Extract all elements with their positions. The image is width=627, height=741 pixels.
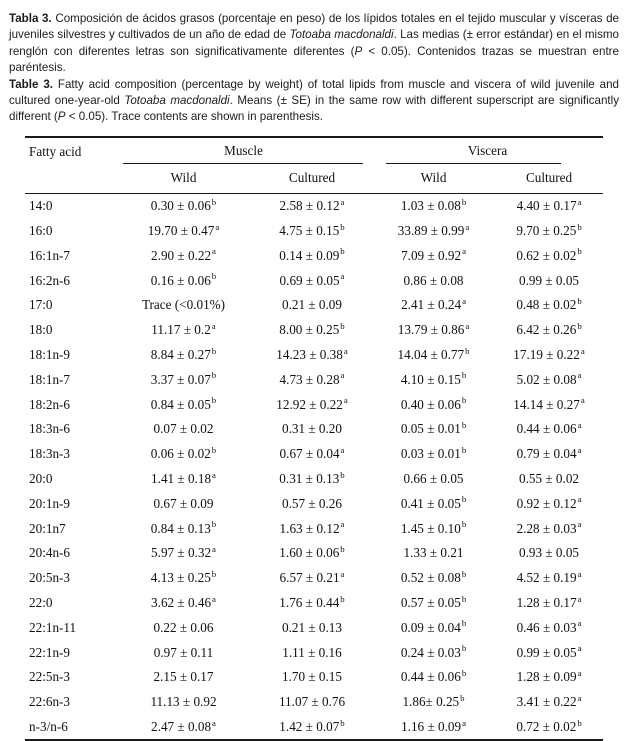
table-row bbox=[25, 193, 603, 218]
table-body bbox=[25, 193, 603, 740]
caption-segment: < 0.05). Trace contents are shown in parenthesis. bbox=[65, 110, 323, 124]
significance-superscript: b bbox=[461, 519, 467, 530]
value-cell: 1.11 ± 0.16 bbox=[282, 644, 342, 660]
value-cell: Trace (<0.01%) bbox=[141, 297, 226, 313]
significance-superscript: b bbox=[460, 692, 465, 703]
value-cell: 1.70 ± 0.15 bbox=[282, 669, 342, 685]
fatty-acid-label: 20:0 bbox=[29, 471, 53, 486]
significance-superscript: a bbox=[462, 246, 466, 257]
table-row bbox=[25, 665, 603, 690]
significance-superscript: b bbox=[461, 593, 467, 604]
column-header-viscera-cultured: Cultured bbox=[495, 164, 603, 194]
significance-superscript: a bbox=[577, 370, 582, 381]
caption-italic-segment: Totoaba macdonaldi bbox=[124, 94, 230, 108]
fatty-acid-label: 20:5n-3 bbox=[29, 570, 71, 586]
value-cell: 14.23 ± 0.38$^a$ bbox=[276, 345, 348, 363]
significance-superscript: b bbox=[577, 320, 582, 331]
value-cell: 0.93 ± 0.05 bbox=[519, 545, 580, 561]
fatty-acid-label: 20:1n7 bbox=[29, 520, 66, 536]
fatty-acid-label: 22:1n-9 bbox=[29, 644, 71, 660]
significance-superscript: a bbox=[577, 692, 582, 703]
table-row bbox=[25, 268, 603, 293]
value-cell: 2.90 ± 0.22$^a$ bbox=[151, 246, 216, 263]
value-cell: 3.37 ± 0.07$^b$ bbox=[150, 370, 217, 387]
table-row bbox=[25, 541, 603, 566]
significance-superscript: a bbox=[212, 717, 216, 728]
value-cell: 0.40 ± 0.06$^b$ bbox=[400, 395, 467, 412]
value-cell: 0.31 ± 0.13$^b$ bbox=[279, 469, 345, 486]
value-cell: 14.14 ± 0.27$^a$ bbox=[513, 395, 585, 412]
value-cell: 0.67 ± 0.04$^a$ bbox=[279, 444, 345, 462]
fatty-acid-label: 16:0 bbox=[29, 223, 53, 239]
significance-superscript: a bbox=[340, 370, 345, 381]
value-cell: 0.06 ± 0.02$^b$ bbox=[150, 444, 217, 462]
fatty-acid-label: n-3/n-6 bbox=[29, 718, 68, 734]
fatty-acid-label: 14:0 bbox=[29, 198, 53, 214]
value-cell: 0.72 ± 0.02$^b$ bbox=[516, 717, 582, 734]
value-cell: 1.63 ± 0.12$^a$ bbox=[279, 519, 345, 536]
table-row bbox=[25, 392, 603, 417]
value-cell: 4.52 ± 0.19$^a$ bbox=[516, 568, 582, 586]
significance-superscript: a bbox=[577, 420, 582, 431]
significance-superscript: a bbox=[212, 544, 216, 554]
significance-superscript: b bbox=[211, 345, 217, 356]
value-cell: 4.13 ± 0.25$^b$ bbox=[150, 568, 217, 586]
table-row bbox=[25, 690, 603, 715]
significance-superscript: b bbox=[461, 420, 467, 431]
significance-superscript: b bbox=[461, 667, 467, 678]
value-cell: 19.70 ± 0.47$^a$ bbox=[147, 221, 220, 239]
significance-superscript: a bbox=[212, 246, 216, 257]
value-cell: 1.28 ± 0.09$^a$ bbox=[516, 667, 582, 685]
table-row bbox=[25, 442, 603, 467]
value-cell: 6.57 ± 0.21$^a$ bbox=[279, 568, 345, 586]
significance-superscript: b bbox=[340, 221, 345, 232]
caption-segment: . Las medias (± error estándar) en el mismo renglón con diferentes letras son significativamente diferentes ( bbox=[9, 28, 619, 58]
significance-superscript: a bbox=[577, 568, 582, 579]
value-cell: 11.13 ± 0.92 bbox=[150, 694, 217, 710]
significance-superscript: b bbox=[340, 320, 345, 331]
caption-segment: Composición de ácidos grasos (porcentaje en peso) de los lípidos totales en el tejido muscular y vísceras de juveniles silvestres y cultivados de un año de edad de bbox=[9, 12, 620, 42]
value-cell: 0.55 ± 0.02 bbox=[519, 471, 580, 486]
significance-superscript: b bbox=[211, 196, 217, 207]
fatty-acid-label: 22:6n-3 bbox=[29, 694, 71, 710]
value-cell: 7.09 ± 0.92$^a$ bbox=[401, 246, 466, 263]
significance-superscript: b bbox=[340, 544, 345, 554]
group-header-row bbox=[25, 137, 603, 164]
significance-superscript: a bbox=[340, 444, 345, 455]
value-cell: 0.24 ± 0.03$^b$ bbox=[400, 643, 467, 660]
column-header-viscera-wild: Wild bbox=[372, 164, 495, 194]
value-cell: 0.67 ± 0.09 bbox=[153, 495, 214, 511]
significance-superscript: b bbox=[577, 221, 582, 232]
fatty-acid-label: 20:4n-6 bbox=[29, 545, 71, 561]
value-cell: 11.07 ± 0.76 bbox=[278, 694, 346, 710]
value-cell: 0.57 ± 0.26 bbox=[282, 495, 342, 511]
significance-superscript: b bbox=[577, 296, 582, 307]
value-cell: 13.79 ± 0.86$^a$ bbox=[397, 320, 470, 338]
fatty-acid-label: 18:2n-6 bbox=[29, 396, 71, 412]
fatty-acid-label: 18:1n-7 bbox=[29, 371, 71, 387]
value-cell: 1.42 ± 0.07$^b$ bbox=[279, 717, 345, 734]
caption-segment: Tabla 3. bbox=[9, 12, 52, 25]
caption-italic-segment: P bbox=[354, 44, 363, 58]
value-cell: 5.97 ± 0.32$^a$ bbox=[151, 544, 216, 561]
value-cell: 3.41 ± 0.22$^a$ bbox=[516, 692, 582, 710]
fatty-acid-label: 18:3n-3 bbox=[29, 446, 71, 462]
fatty-acid-label: 16:1n-7 bbox=[29, 247, 71, 263]
value-cell: 0.57 ± 0.05$^b$ bbox=[400, 593, 467, 610]
significance-superscript: a bbox=[340, 568, 345, 579]
value-cell: 11.17 ± 0.2$^a$ bbox=[151, 320, 216, 338]
value-cell: 2.28 ± 0.03$^a$ bbox=[516, 519, 582, 536]
table-row bbox=[25, 516, 603, 541]
value-cell: 4.10 ± 0.15$^b$ bbox=[400, 370, 467, 387]
value-cell: 0.79 ± 0.04$^a$ bbox=[516, 444, 582, 462]
significance-superscript: b bbox=[211, 370, 217, 381]
significance-superscript: b bbox=[340, 717, 345, 728]
significance-superscript: b bbox=[211, 519, 217, 530]
significance-superscript: a bbox=[211, 320, 216, 331]
caption-spanish bbox=[9, 11, 619, 77]
value-cell: 0.07 ± 0.02 bbox=[153, 421, 214, 437]
value-cell: 17.19 ± 0.22$^a$ bbox=[513, 345, 585, 363]
group-label-muscle: Muscle bbox=[224, 142, 263, 158]
value-cell: 0.99 ± 0.05 bbox=[519, 272, 580, 288]
significance-superscript: a bbox=[577, 444, 582, 455]
fatty-acid-label: 16:2n-6 bbox=[29, 272, 71, 288]
significance-superscript: a bbox=[343, 395, 348, 406]
value-cell: 4.75 ± 0.15$^b$ bbox=[279, 221, 345, 239]
significance-superscript: a bbox=[212, 469, 216, 480]
significance-superscript: b bbox=[461, 196, 467, 207]
significance-superscript: a bbox=[465, 320, 470, 331]
fatty-acid-label: 18:1n-9 bbox=[29, 347, 71, 363]
value-cell: 33.89 ± 0.99$^a$ bbox=[397, 221, 470, 239]
significance-superscript: b bbox=[461, 568, 467, 579]
significance-superscript: b bbox=[461, 395, 467, 406]
table-row bbox=[25, 293, 603, 318]
table-row bbox=[25, 615, 603, 640]
value-cell: 2.47 ± 0.08$^a$ bbox=[151, 717, 216, 734]
significance-superscript: b bbox=[461, 618, 467, 629]
caption-italic-segment: Totoaba macdonaldi bbox=[289, 28, 394, 42]
group-label-viscera: Viscera bbox=[467, 142, 508, 158]
value-cell: 0.84 ± 0.05$^b$ bbox=[150, 395, 217, 412]
significance-superscript: b bbox=[461, 494, 467, 505]
caption-segment: Fatty acid composition (percentage by weight) of total lipids from muscle and viscera of wild juvenile and cultured one-year-old bbox=[9, 77, 620, 108]
significance-superscript: a bbox=[340, 196, 345, 207]
fatty-acid-label: 22:0 bbox=[29, 594, 53, 610]
significance-superscript: a bbox=[577, 667, 582, 678]
value-cell: 0.14 ± 0.09$^b$ bbox=[279, 246, 345, 263]
table-row bbox=[25, 640, 603, 665]
value-cell: 0.21 ± 0.09 bbox=[282, 297, 342, 313]
value-cell: 0.84 ± 0.13$^b$ bbox=[150, 519, 217, 536]
significance-superscript: a bbox=[580, 345, 585, 356]
caption-english bbox=[9, 77, 619, 126]
significance-superscript: b bbox=[465, 345, 470, 356]
value-cell: 2.58 ± 0.12$^a$ bbox=[279, 196, 345, 214]
value-cell: 9.70 ± 0.25$^b$ bbox=[516, 221, 582, 239]
value-cell: 0.66 ± 0.05 bbox=[403, 471, 464, 486]
significance-superscript: b bbox=[211, 444, 217, 455]
value-cell: 8.84 ± 0.27$^b$ bbox=[150, 345, 217, 363]
significance-superscript: a bbox=[580, 395, 585, 406]
value-cell: 0.05 ± 0.01$^b$ bbox=[400, 420, 467, 437]
table-row bbox=[25, 715, 603, 741]
significance-superscript: b bbox=[211, 568, 217, 579]
value-cell: 0.44 ± 0.06$^a$ bbox=[516, 420, 582, 437]
value-cell: 0.92 ± 0.12$^a$ bbox=[516, 494, 582, 511]
fatty-acid-label: 22:1n-11 bbox=[29, 619, 77, 635]
value-cell: 12.92 ± 0.22$^a$ bbox=[276, 395, 348, 412]
group-header-viscera bbox=[372, 137, 603, 164]
value-cell: 6.42 ± 0.26$^b$ bbox=[516, 320, 582, 338]
table-row bbox=[25, 491, 603, 516]
significance-superscript: a bbox=[340, 271, 345, 282]
value-cell: 4.40 ± 0.17$^a$ bbox=[516, 196, 582, 214]
table-header bbox=[25, 137, 603, 194]
value-cell: 0.99 ± 0.05$^a$ bbox=[516, 643, 582, 660]
fatty-acid-table bbox=[25, 136, 603, 741]
value-cell: 1.60 ± 0.06$^b$ bbox=[279, 544, 345, 561]
significance-superscript: a bbox=[462, 717, 466, 728]
value-cell: 0.69 ± 0.05$^a$ bbox=[279, 271, 345, 288]
value-cell: 0.09 ± 0.04$^b$ bbox=[400, 618, 467, 635]
table-row bbox=[25, 243, 603, 268]
value-cell: 2.41 ± 0.24$^a$ bbox=[401, 296, 466, 313]
significance-superscript: b bbox=[577, 717, 582, 728]
value-cell: 1.28 ± 0.17$^a$ bbox=[516, 593, 582, 610]
value-cell: 3.62 ± 0.46$^a$ bbox=[151, 593, 216, 610]
value-cell: 2.15 ± 0.17 bbox=[153, 669, 214, 685]
significance-superscript: a bbox=[577, 519, 582, 530]
significance-superscript: a bbox=[577, 494, 582, 505]
value-cell: 0.30 ± 0.06$^b$ bbox=[150, 196, 217, 214]
value-cell: 0.03 ± 0.01$^b$ bbox=[400, 444, 467, 462]
value-cell: 8.00 ± 0.25$^b$ bbox=[279, 320, 345, 338]
caption-segment: . Means (± SE) in the same row with different superscript are significantly different ( bbox=[9, 94, 620, 124]
value-cell: 1.33 ± 0.21 bbox=[403, 545, 464, 561]
significance-superscript: b bbox=[340, 246, 345, 257]
table-row bbox=[25, 343, 603, 368]
significance-superscript: a bbox=[343, 345, 348, 356]
value-cell: 1.41 ± 0.18$^a$ bbox=[151, 469, 216, 486]
significance-superscript: b bbox=[211, 271, 217, 282]
value-cell: 1.76 ± 0.44$^b$ bbox=[279, 593, 345, 610]
significance-superscript: a bbox=[577, 643, 582, 654]
fatty-acid-label: 22:5n-3 bbox=[29, 669, 71, 685]
table-row bbox=[25, 417, 603, 442]
significance-superscript: a bbox=[215, 221, 220, 232]
value-cell: 14.04 ± 0.77$^b$ bbox=[397, 345, 470, 363]
value-cell: 0.16 ± 0.06$^b$ bbox=[150, 271, 217, 288]
value-cell: 0.86 ± 0.08 bbox=[403, 272, 464, 288]
column-header-fatty-acid: Fatty acid bbox=[25, 137, 115, 194]
value-cell: 0.52 ± 0.08$^b$ bbox=[400, 568, 467, 586]
significance-superscript: a bbox=[465, 221, 470, 232]
significance-superscript: a bbox=[577, 593, 582, 604]
significance-superscript: b bbox=[461, 643, 467, 654]
value-cell: 4.73 ± 0.28$^a$ bbox=[279, 370, 345, 387]
value-cell: 1.45 ± 0.10$^b$ bbox=[400, 519, 467, 536]
significance-superscript: a bbox=[577, 618, 582, 629]
value-cell: 0.97 ± 0.11 bbox=[153, 644, 214, 660]
column-header-muscle-wild: Wild bbox=[115, 164, 252, 194]
fatty-acid-label: 18:3n-6 bbox=[29, 421, 71, 437]
caption-segment: < 0.05). Contenidos trazas se muestran entre paréntesis. bbox=[9, 44, 619, 75]
caption-italic-segment: P bbox=[57, 110, 66, 124]
significance-superscript: a bbox=[340, 519, 345, 530]
value-cell: 0.21 ± 0.13 bbox=[282, 619, 342, 635]
value-cell: 0.41 ± 0.05$^b$ bbox=[400, 494, 467, 511]
value-cell: 5.02 ± 0.08$^a$ bbox=[516, 370, 582, 387]
significance-superscript: a bbox=[462, 296, 466, 307]
significance-superscript: a bbox=[577, 196, 582, 207]
table-row bbox=[25, 566, 603, 591]
value-cell: 0.46 ± 0.03$^a$ bbox=[516, 618, 582, 635]
fatty-acid-label: 18:0 bbox=[29, 322, 53, 338]
value-cell: 1.86± 0.25$^b$ bbox=[402, 692, 465, 710]
table-row bbox=[25, 219, 603, 244]
significance-superscript: b bbox=[340, 469, 345, 480]
fatty-acid-label: 20:1n-9 bbox=[29, 495, 71, 511]
value-cell: 0.31 ± 0.20 bbox=[282, 421, 342, 437]
significance-superscript: b bbox=[461, 370, 467, 381]
significance-superscript: b bbox=[340, 593, 345, 604]
significance-superscript: b bbox=[211, 395, 217, 406]
significance-superscript: a bbox=[212, 593, 216, 604]
table-row bbox=[25, 367, 603, 392]
table-row bbox=[25, 467, 603, 492]
value-cell: 0.48 ± 0.02$^b$ bbox=[516, 296, 582, 313]
fatty-acid-label: 17:0 bbox=[29, 297, 53, 313]
value-cell: 0.62 ± 0.02$^b$ bbox=[516, 246, 582, 263]
value-cell: 0.44 ± 0.06$^b$ bbox=[400, 667, 467, 685]
column-header-muscle-cultured: Cultured bbox=[252, 164, 372, 194]
significance-superscript: b bbox=[461, 444, 467, 455]
value-cell: 1.03 ± 0.08$^b$ bbox=[400, 196, 467, 214]
value-cell: 1.16 ± 0.09$^a$ bbox=[401, 717, 466, 734]
table-row bbox=[25, 318, 603, 343]
caption-segment: Table 3. bbox=[9, 77, 53, 91]
significance-superscript: b bbox=[577, 246, 582, 257]
value-cell: 0.22 ± 0.06 bbox=[153, 619, 214, 635]
group-header-muscle bbox=[115, 137, 372, 164]
table-row bbox=[25, 591, 603, 616]
